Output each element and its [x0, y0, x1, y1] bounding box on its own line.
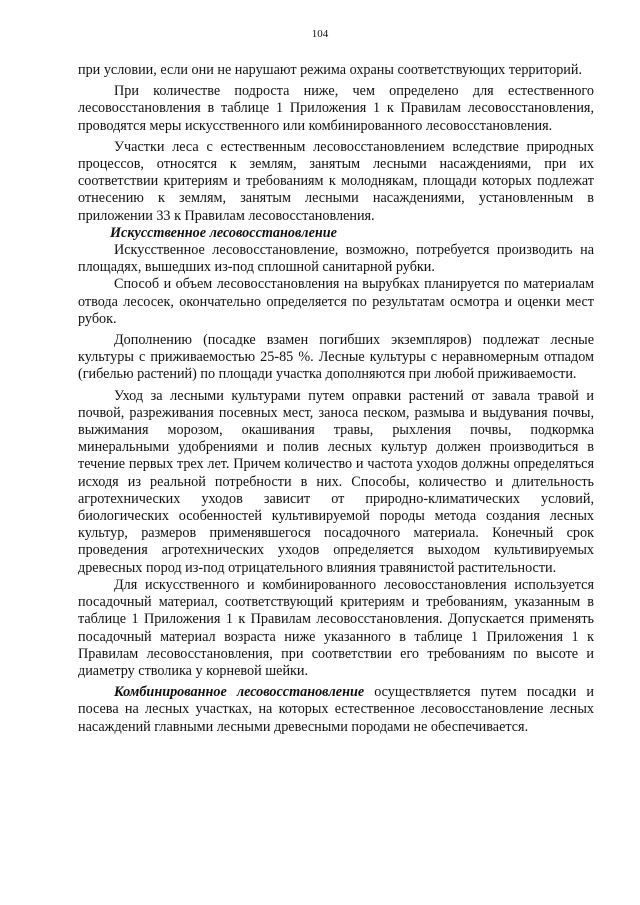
paragraph-artificial-regeneration: Искусственное лесовосстановление, возможно, потребуется производить на площадях, вышедших из-под сплошной санитарной рубки. [78, 242, 594, 276]
combined-regeneration-term: Комбинированное лесовосстановление [114, 684, 365, 701]
paragraph-natural-regeneration: Участки леса с естественным лесовосстановлением вследствие природных процессов, относятся к землям, занятым лесными насаждениями, при их соответствии критериям и требованиям к молоднякам, площади которых подлежат отнесению к землям, занятым лесными насаждениями, установленным в приложении 33 к Правилам лесовосстановления. [78, 138, 594, 224]
page-number: 104 [311, 28, 329, 40]
paragraph-replanting: Дополнению (посадке взамен погибших экземпляров) подлежат лесные культуры с приживаемостью 25-85 %. Лесные культуры с неравномерным отпадом (гибелью растений) по площади участка дополняются при любой приживаемости. [78, 332, 594, 383]
document-body [78, 62, 594, 736]
paragraph-undergrowth: При количестве подроста ниже, чем определено для естественного лесовосстановления в таблице 1 Приложения 1 к Правилам лесовосстановления, проводятся меры искусственного или комбинированного лесовосстановления. [78, 83, 594, 134]
combined-regeneration-text: осуществляется путем посадки и посева на лесных участках, на которых естественное лесовосстановление лесных насаждений главными лесными древесными породами не обеспечивается. [78, 684, 594, 735]
paragraph-method-volume: Способ и объем лесовосстановления на вырубках планируется по материалам отвода лесосек, окончательно определяется по результатам осмотра и оценки мест рубок. [78, 276, 594, 327]
paragraph-continuation: при условии, если они не нарушают режима охраны соответствующих территорий. [78, 62, 583, 78]
paragraph-planting-material: Для искусственного и комбинированного лесовосстановления используется посадочный материал, соответствующий критериям и требованиям, указанным в таблице 1 Приложения 1 к Правилам лесовосстановления. Допускается применять посадочный материал возраста ниже указанного в таблице 1 Приложения 1 к Правилам лесовосстановления, при соответствии его требованиям по высоте и диаметру стволика у корневой шейки. [78, 576, 594, 679]
section-heading-artificial: Искусственное лесовосстановление [110, 224, 337, 241]
paragraph-care: Уход за лесными культурами путем оправки растений от завала травой и почвой, разреживания посевных мест, заноса песком, размыва и выдувания почвы, выжимания морозом, окашивания травы, рыхления почвы, подкормка минеральными удобрениями и полив лесных культур должен производиться в течение первых трех лет. Причем количество и частота уходов должны определяться исходя из реальной потребности в них. Способы, количество и длительность агротехнических уходов зависит от природно-климатических условий, биологических особенностей культивируемой породы метода создания лесных культур, размеров применявшегося посадочного материала. Конечный срок проведения агротехнических уходов определяется выходом культивируемых древесных пород из-под отрицательного влияния травянистой растительности. [78, 387, 594, 576]
paragraph-combined-regeneration [78, 684, 594, 736]
